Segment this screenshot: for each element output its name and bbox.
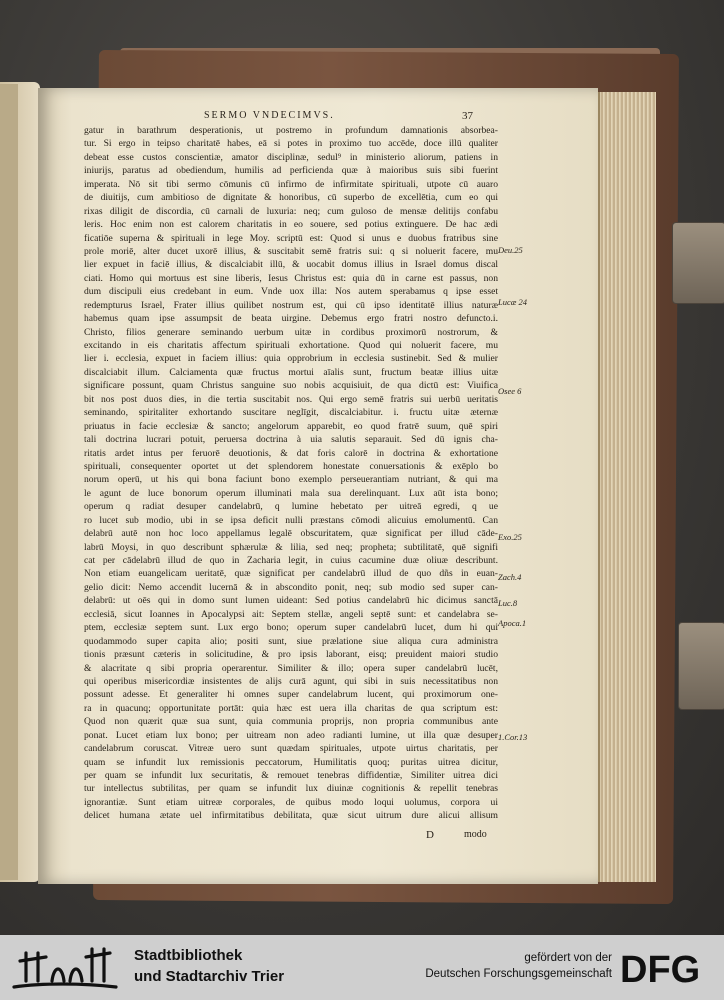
signature-mark: D [426, 829, 434, 841]
text-line: leris. Hoc enim non est calorem charitatis in eo souere, sed potius extinguere. De hac ædi [84, 219, 498, 231]
text-line: significare possunt, quam Christus sanguine suo nobis acquisiuit, de qua dictū est: Viuifica [84, 380, 498, 392]
text-line: tionis præsunt cæteris in solicitudine, & pro ipsis laborant, eisq; preuident maiori studio [84, 649, 498, 661]
text-line: bit nos post duos dies, in die tertia suscitabit nos. Qui ergo semē fratris sui uerbū ueritatis [84, 393, 498, 405]
text-line: ptem, ecclesiæ septem sunt. Lux ergo bono; operum super candelabrū lucet, dum hi qui [84, 622, 498, 634]
margin-note: Zach.4 [498, 572, 522, 582]
margin-note: Apoca.1 [498, 618, 527, 628]
institution-footer [0, 935, 724, 1000]
text-line: rixas diligit de discordia, cū carnali de luxuria: neq; cum guloso de mensæ delitijs confabu [84, 205, 498, 217]
text-line: cat per cādelabrū illud de quo in Zacharia legit, in cuius cacumine duæ oliuæ describunt. [84, 555, 498, 566]
dfg-logo-icon [620, 949, 712, 987]
margin-note: Deu.25 [498, 245, 523, 255]
body-text [84, 124, 498, 823]
dfg-logo-text: DFG [620, 949, 701, 987]
text-line: qui operibus misericordiæ insistentes de alijs curā agunt, qui sibi in suis necessitatibus non [84, 675, 498, 687]
text-line: ritatis ardet intus per feruorē deuotionis, & dat foris calorē in doctrina & exhortatione [84, 447, 498, 459]
text-line: tur intellectus subtilitas, per quam se infundit lux diuinæ cognitionis & repellit tenebras [84, 783, 498, 795]
text-line: spirituali, consequenter oportet ut det splendorem honestate conuersationis & exēplo bo [84, 460, 498, 472]
margin-note: Lucæ 24 [498, 297, 528, 307]
text-line: excitando in eis charitatis affectum spirituali exhortatione. Quod qui noluerit facere, mu [84, 340, 498, 351]
text-line: delabrū autē non hoc loco appellamus legalē obscuritatem, quæ significat per illud cāde- [84, 528, 498, 540]
catchword: modo [464, 829, 487, 840]
text-line: per quam se infundit lux securitatis, & remouet tenebras diffidentiæ, Similiter uitrea dici [84, 770, 498, 781]
margin-note: Exo.25 [498, 532, 522, 542]
text-line: possunt adesse. Et generaliter hi omnes super candelabrum lucent, qui proximorum one- [84, 689, 498, 701]
text-line: candelabrum coruscat. Vitreæ uero sunt quædam spirituales, utpote uirtus charitatis, per [84, 743, 498, 755]
text-line: seminando, spiritaliter exhortando suscitare neglīgit, discalciabitur. i. fructu uitæ æternæ [84, 407, 498, 419]
library-name-line2: und Stadtarchiv Trier [134, 968, 285, 985]
text-line: delabrū: ut oēs qui in domo sunt lumen uideant: Sed potius candelabrū hic dicimus sanctā [84, 595, 498, 607]
margin-note: Osee 6 [498, 386, 522, 396]
text-line: labrū Moysi, in quo describunt sphærulæ & lilia, sed neq; propheta; subtilitatē, quē signifi [84, 541, 498, 553]
text-line: ra in quacunq; opportunitate portāt: quia hæc est uera illa charitas de qua scriptum est: [84, 702, 498, 714]
folio-number: 37 [462, 110, 473, 122]
text-line: tur. Si ergo in teipso charitatē habes, eā si potes in proximo tuo accēde, doce illū qualiter [84, 138, 498, 150]
text-line: le agunt de luce bonorum operum illuminati mala sua derelinquant. Lux aūt ista bono; [84, 487, 498, 499]
text-line: quam se infundit lux remissionis peccatorum, Humilitatis quoq; puritas uitrea dicitur, [84, 756, 498, 768]
text-line: ponat. Lucet etiam lux bono; per uitream non adeo radianti lumine, ut illa quæ desuper [84, 729, 498, 741]
text-line: dum discipuli eius credebant in eum. Vnde uox illa: Nos autem sperabamus q ipse esset [84, 286, 498, 298]
text-line: & alacritate q sibi propria operarentur. Similiter & illo; opera super candelabrū lucēt, [84, 662, 498, 674]
text-line: redempturus Israel, Frater illius quilibet nostrum est, qui cū ipso identitatē illius naturæ [84, 299, 498, 311]
text-line: Christo, filios generare seminando uerbum uitæ in cordibus proximorū nostrorum, & [84, 326, 498, 338]
upper-clasp [672, 222, 724, 304]
text-line: quodammodo super capita alio; positi sunt, siue prælatione siue aliqua cura administra [84, 635, 498, 647]
text-line: gatur in barathrum desperationis, ut postremo in profundum damnationis absorbea- [84, 125, 498, 136]
text-line: lier i. ecclesia, expuet in faciem illius: quia opprobrium in ecclesia sustinebit. Sed & mulier [84, 353, 498, 365]
text-line: operum q radiat desuper candelabrū, q lumine hebetato per uitreā egredi, q ue [84, 501, 498, 513]
margin-note: 1.Cor.13 [498, 732, 528, 742]
running-title: SERMO VNDECIMVS. [204, 110, 335, 121]
text-line: ro lucet sub modio, ubi in se ipsa deficit nulli præstans cōmodi alicuius emolumentū. Can [84, 514, 498, 526]
text-line: ciati. Homo qui mortuus est sine liberis, Iesus Christus est: quia dū in carne est passus, non [84, 272, 498, 284]
margin-note: Luc.8 [498, 598, 518, 608]
text-line: Non etiam euangelicam ueritatē, quæ significat per candelabrū illud de quo dñs in euan- [84, 568, 498, 580]
text-line: debeat esse custos conscientiæ, amator disciplinæ, sedul⁹ in ministerio aliorum, patiens in [84, 151, 498, 163]
text-line: lier expuet in faciē illius, & discalciabit illū, & uocabit domus illius in Israel domus discal [84, 259, 498, 271]
text-line: tali doctrina lucrari potuit, peruersa doctrina à uia salutis separauit. Sed dū ignis cha- [84, 434, 498, 446]
text-line: iniurijs, paratus ad obediendum, humilis ad perficienda quæ à maioribus suis sibi fuerint [84, 165, 498, 177]
text-line: de diuitijs, cum ambitioso de dignitate & honoribus, cū superbo de excellētia, cum eo qui [84, 192, 498, 204]
text-line: delicet humana ætate uel infirmitatibus debilitata, quæ sicut uitrum dure alicui allisum [84, 810, 498, 822]
page-edges [598, 92, 656, 882]
text-line: priuatus in facie ecclesiæ & sancto; angelorum apparebit, eo quod fratrē suum, quē spiri [84, 420, 498, 432]
text-line: prole moriē, alter ducet uxorē illius, & suscitabit semē fratris sui: q si noluerit facere, mu [84, 245, 498, 257]
library-name: Stadtbibliothek [134, 947, 243, 964]
text-line: ecclesiā, sicut Ioannes in Apocalypsi ait: Septem stellæ, angeli septē sunt: et candelabra se- [84, 608, 498, 620]
text-line: gelio dicit: Nemo accendit lucernā & in abscondito ponit, neq; sub modio sed super can- [84, 581, 498, 593]
funding-organization: Deutschen Forschungsgemeinschaft [425, 968, 612, 980]
library-logo-icon [12, 943, 118, 993]
text-line: ignorantiæ. Sunt etiam uitreæ corporales, de quibus modo loqui uolumus, corpora ui [84, 796, 498, 808]
text-line: norum operū, ut his qui bona faciunt bono exemplo perseuerantiam nutriant, & qui ma [84, 474, 498, 486]
lower-clasp [678, 622, 724, 710]
text-line: discalciabit illum. Calciamenta quæ fructus mortui aīalis sunt, fructum beatæ illius uitæ [84, 366, 498, 378]
text-line: ficatiōe superna & spirituali in lege Moy. scriptū est: Quod si unus e duobus fratribus sine [84, 232, 498, 244]
text-line: habemus quam ipse assumpsit de beata uirgine. Debemus ergo fratri nostro defuncto.i. [84, 313, 498, 325]
funding-note: gefördert von der [524, 952, 612, 964]
verso-page-shadow [0, 84, 18, 880]
recto-page [38, 88, 598, 884]
text-line: Quod non quærit quæ sua sunt, quia communia proprijs, non propria communibus ante [84, 716, 498, 728]
text-line: imperata. Nō sit tibi sermo cōmunis cū infirmo de infirmitate spirituali, utpote cū auaro [84, 178, 498, 190]
